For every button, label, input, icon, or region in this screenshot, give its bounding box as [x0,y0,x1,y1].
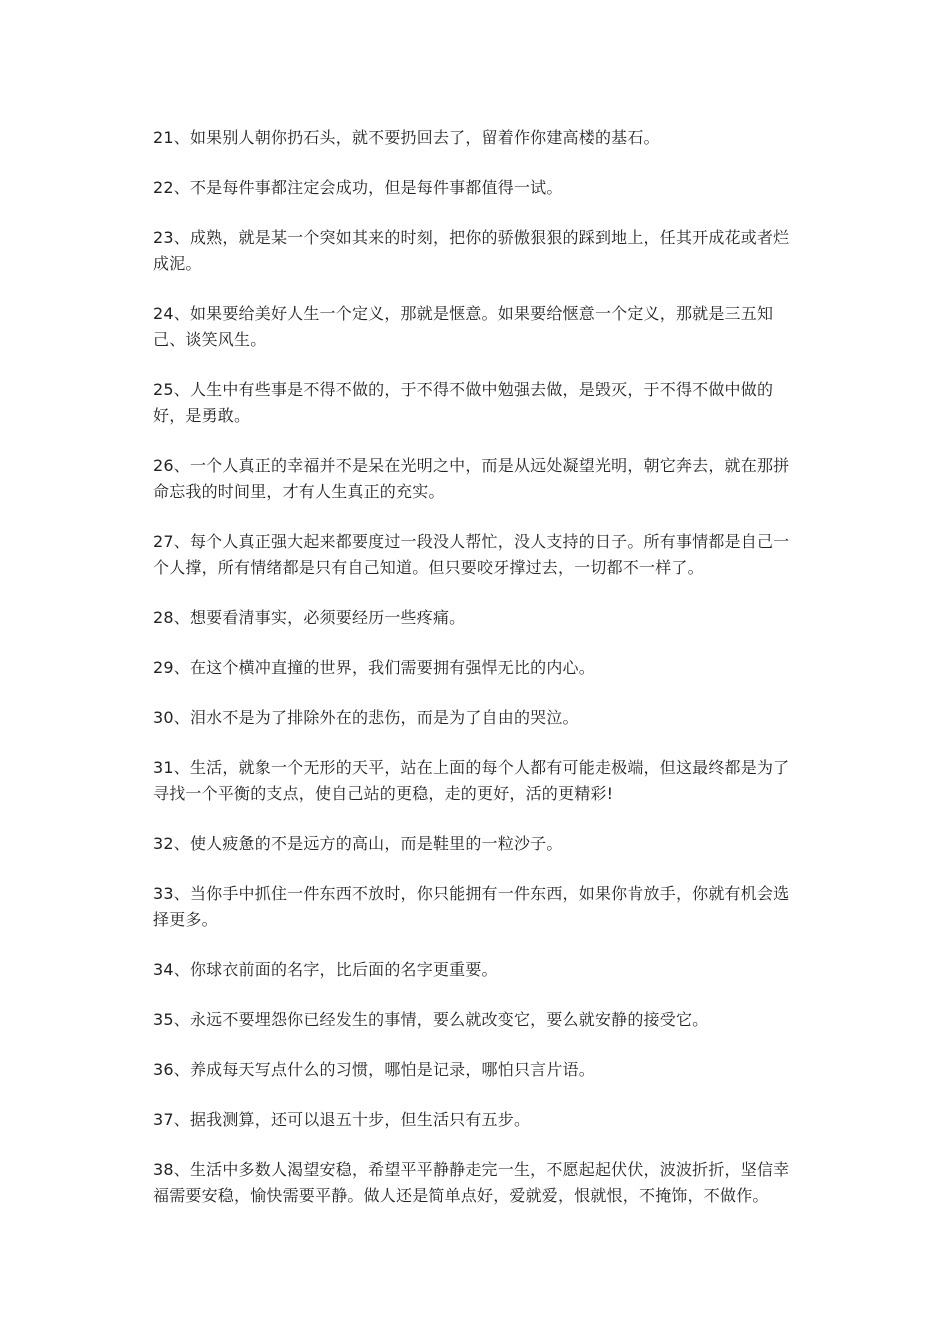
quote-paragraph: 34、你球衣前面的名字，比后面的名字更重要。 [153,960,498,979]
quote-paragraph: 25、人生中有些事是不得不做的，于不得不做中勉强去做，是毁灭，于不得不做中做的好，是勇敢。 [153,380,774,425]
quote-paragraph: 37、据我测算，还可以退五十步，但生活只有五步。 [153,1110,531,1129]
quote-paragraph: 26、一个人真正的幸福并不是呆在光明之中，而是从远处凝望光明，朝它奔去，就在那拼命忘我的时间里，才有人生真正的充实。 [153,456,790,501]
quote-paragraph: 22、不是每件事都注定会成功，但是每件事都值得一试。 [153,178,563,197]
quote-paragraph: 35、永远不要埋怨你已经发生的事情，要么就改变它，要么就安静的接受它。 [153,1010,709,1029]
quote-paragraph: 27、每个人真正强大起来都要度过一段没人帮忙，没人支持的日子。所有事情都是自己一个人撑，所有情绪都是只有自己知道。但只要咬牙撑过去，一切都不一样了。 [153,532,790,577]
quote-paragraph: 23、成熟，就是某一个突如其来的时刻，把你的骄傲狠狠的踩到地上，任其开成花或者烂成泥。 [153,228,790,273]
quote-paragraph: 31、生活，就象一个无形的天平，站在上面的每个人都有可能走极端，但这最终都是为了寻找一个平衡的支点，使自己站的更稳，走的更好，活的更精彩! [153,758,790,803]
quote-paragraph: 24、如果要给美好人生一个定义，那就是惬意。如果要给惬意一个定义，那就是三五知己、谈笑风生。 [153,304,774,349]
quote-paragraph: 33、当你手中抓住一件东西不放时，你只能拥有一件东西，如果你肯放手，你就有机会选择更多。 [153,884,790,929]
quote-paragraph: 30、泪水不是为了排除外在的悲伤，而是为了自由的哭泣。 [153,708,579,727]
quote-paragraph: 28、想要看清事实，必须要经历一些疼痛。 [153,608,466,627]
quote-paragraph: 38、生活中多数人渴望安稳，希望平平静静走完一生，不愿起起伏伏，波波折折，坚信幸福需要安稳，愉快需要平静。做人还是简单点好，爱就爱，恨就恨，不掩饰，不做作。 [153,1160,790,1205]
quote-paragraph: 36、养成每天写点什么的习惯，哪怕是记录，哪怕只言片语。 [153,1060,595,1079]
quote-list [153,125,799,1233]
quote-paragraph: 32、使人疲惫的不是远方的高山，而是鞋里的一粒沙子。 [153,834,563,853]
quote-paragraph: 21、如果别人朝你扔石头，就不要扔回去了，留着作你建高楼的基石。 [153,128,660,147]
quote-paragraph: 29、在这个横冲直撞的世界，我们需要拥有强悍无比的内心。 [153,658,595,677]
